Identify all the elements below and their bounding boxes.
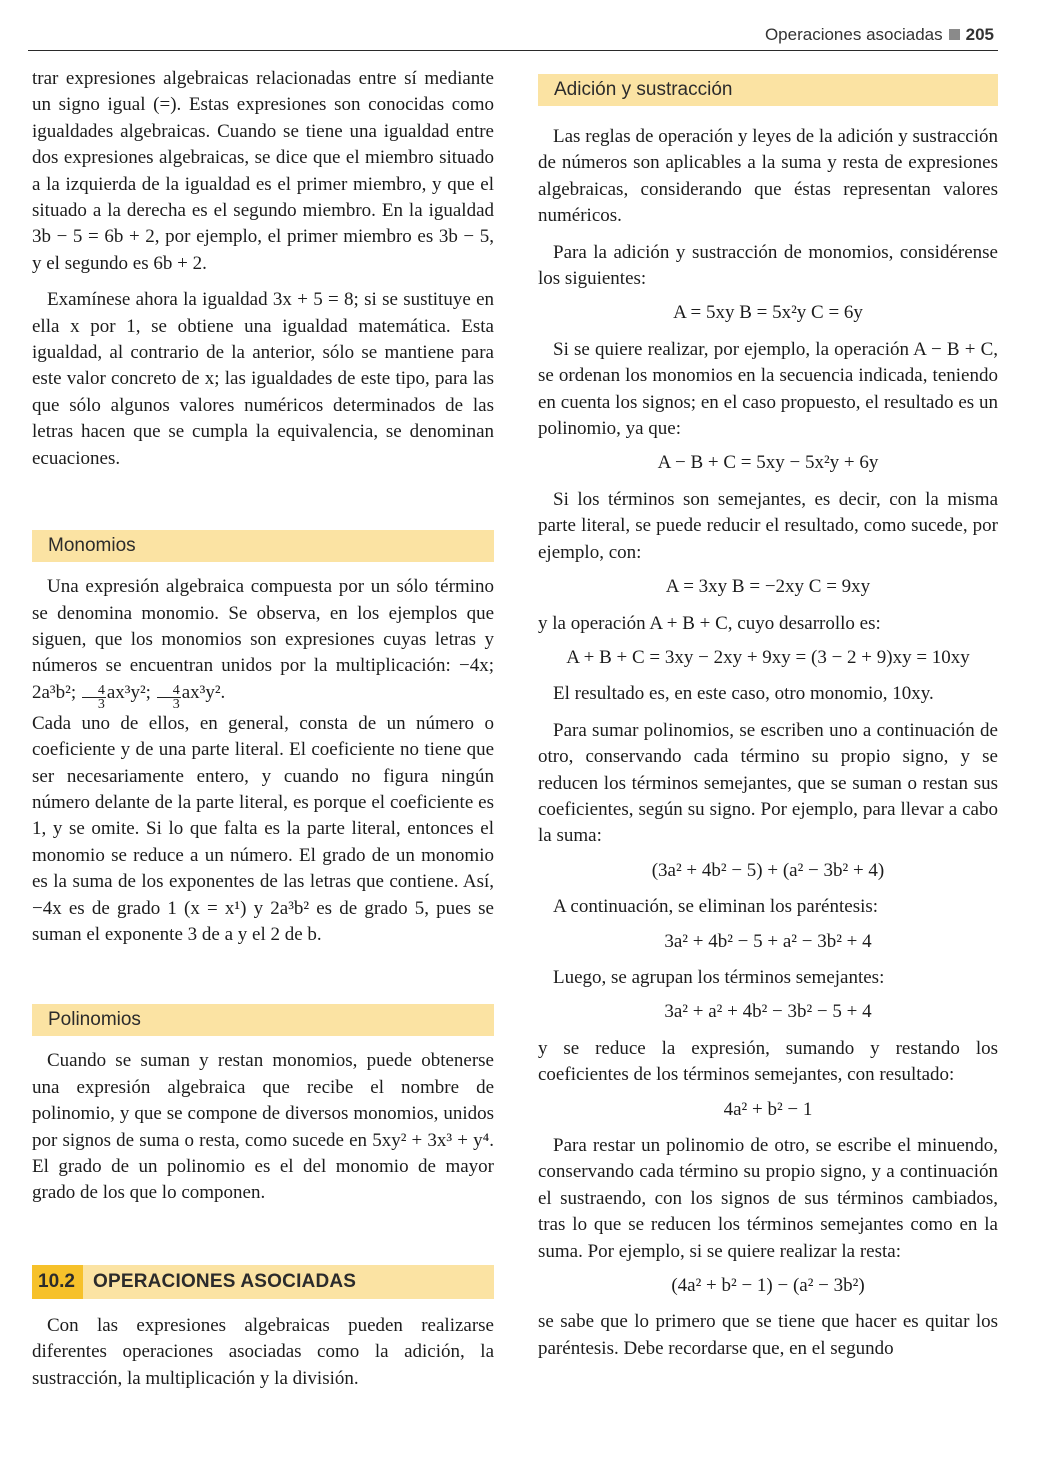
equation-7: 3a² + a² + 4b² − 3b² − 5 + 4 bbox=[664, 1001, 872, 1023]
adicion-paragraph-8: A continuación, se eliminan los paréntesis: bbox=[553, 896, 879, 918]
equation-6: 3a² + 4b² − 5 + a² − 3b² + 4 bbox=[664, 930, 872, 952]
adicion-paragraph-1: Las reglas de operación y leyes de la adición y sustracción de números son aplicables a la suma y resta de expresiones algebraicas, considerando que éstas representan valores numéricos. bbox=[538, 126, 998, 227]
adicion-paragraph-12: se sabe que lo primero que se tiene que hacer es quitar los paréntesis. Debe recordarse que, en el segundo bbox=[538, 1311, 998, 1359]
intro-paragraph: trar expresiones algebraicas relacionadas entre sí mediante un signo igual (=). Estas expresiones son conocidas como igualdades algebraicas. Cuando se tiene una igualdad entre dos expresiones algebraicas, se dice que el miembro situado a la izquierda de la igualdad es el primer miembro, y que el situado a la derecha es el segundo miembro. En la igualdad 3b − 5 = 6b + 2, por ejemplo, el primer miembro es 3b − 5, y el segundo es 6b + 2. bbox=[32, 68, 494, 274]
section-number: 10.2 bbox=[32, 1265, 83, 1299]
equation-5: (3a² + 4b² − 5) + (a² − 3b² + 4) bbox=[651, 859, 885, 881]
adicion-paragraph-5: y la operación A + B + C, cuyo desarrollo es: bbox=[538, 612, 881, 634]
monomio-example-3: ax³y². bbox=[181, 681, 226, 703]
adicion-paragraph-9: Luego, se agrupan los términos semejantes: bbox=[553, 966, 885, 988]
polinomios-paragraph: Cuando se suman y restan monomios, puede obtenerse una expresión algebraica que recibe el nombre de polinomio, y que se compone de diversos monomios, unidos por signos de suma o resta, como sucede en 5xy² + 3x³ + y⁴. El grado de un polinomio es el del monomio de mayor grado de los que lo componen. bbox=[32, 1050, 494, 1204]
equation-8: 4a² + b² − 1 bbox=[723, 1098, 813, 1120]
fraction-denominator: 3 bbox=[97, 696, 105, 712]
monomios-text: Una expresión algebraica compuesta por un sólo término se denomina monomio. Se observa, en los ejemplos que siguen, que los monomios son expresiones cuyas letras y números se encuentran unidos por la multiplicación: bbox=[32, 576, 494, 677]
polinomios-heading: Polinomios bbox=[32, 1004, 494, 1036]
adicion-heading: Adición y sustracción bbox=[538, 74, 998, 106]
fraction bbox=[82, 684, 106, 711]
section-paragraph: Con las expresiones algebraicas pueden realizarse diferentes operaciones asociadas como la adición, la sustracción, la multiplicación y la división. bbox=[32, 1314, 494, 1389]
fraction-numerator: 4 bbox=[157, 684, 181, 698]
monomio-example-2: ax³y²; bbox=[106, 681, 151, 703]
equation-3: A = 3xy B = −2xy C = 9xy bbox=[665, 576, 871, 598]
running-head bbox=[765, 25, 994, 45]
equation-9: (4a² + b² − 1) − (a² − 3b²) bbox=[671, 1275, 865, 1297]
adicion-paragraph-2: Para la adición y sustracción de monomios, considérense los siguientes: bbox=[538, 241, 998, 290]
equation-1: A = 5xy B = 5x²y C = 6y bbox=[673, 302, 863, 324]
running-title: Operaciones asociadas bbox=[764, 25, 943, 44]
section-heading bbox=[32, 1265, 494, 1299]
section-title: OPERACIONES ASOCIADAS bbox=[92, 1270, 357, 1292]
page-number: 205 bbox=[965, 25, 994, 44]
equation-4: A + B + C = 3xy − 2xy + 9xy = (3 − 2 + 9)xy = 10xy bbox=[566, 646, 970, 668]
adicion-paragraph-6: El resultado es, en este caso, otro monomio, 10xy. bbox=[553, 683, 934, 705]
page-header bbox=[28, 22, 998, 51]
fraction-numerator: 4 bbox=[82, 684, 106, 698]
adicion-paragraph-3: Si se quiere realizar, por ejemplo, la operación A − B + C, se ordenan los monomios en la secuencia indicada, teniendo en cuenta los signos; en el caso propuesto, el resultado es un polinomio, ya que: bbox=[538, 338, 998, 440]
monomio-example-1: −4x; 2a³b²; bbox=[32, 655, 495, 703]
square-bullet-icon bbox=[949, 29, 960, 40]
left-column bbox=[32, 66, 494, 1392]
fraction-denominator: 3 bbox=[172, 696, 180, 712]
adicion-paragraph-7: Para sumar polinomios, se escriben uno a continuación de otro, conservando cada término su propio signo, y se reducen los términos semejantes, que se suman o restan sus coeficientes, según su signo. Por ejemplo, para llevar a cabo la suma: bbox=[538, 719, 998, 847]
adicion-paragraph-11: Para restar un polinomio de otro, se escribe el minuendo, conservando cada término su propio signo, y a continuación el sustraendo, con los signos de sus términos cambiados, tras lo que se reducen los términos semejantes como en la suma. Por ejemplo, si se quiere realizar la resta: bbox=[538, 1135, 998, 1262]
monomios-heading: Monomios bbox=[32, 530, 494, 562]
ecuaciones-paragraph: Examínese ahora la igualdad 3x + 5 = 8; si se sustituye en ella x por 1, se obtiene una igualdad matemática. Esta igualdad, al contrario de la anterior, sólo se mantiene para este valor concreto de x; las igualdades de este tipo, para las que sólo algunos valores numéricos determinados de las letras hacen que se cumpla la equivalencia, se denominan ecuaciones. bbox=[32, 289, 494, 469]
monomios-paragraph-2: Cada uno de ellos, en general, consta de un número o coeficiente y de una parte literal. El coeficiente no tiene que ser necesariamente entero, y cuando no figura ningún número delante de la parte literal, es porque el coeficiente es 1, y se omite. Si lo que falta es la parte literal, entonces el monomio se reduce a un número. El grado de un monomio es la suma de los exponentes de las letras que contiene. Así, −4x es de grado 1 (x = x¹) y 2a³b² es de grado 5, pues se suman el exponente 3 de a y el 2 de b. bbox=[32, 712, 494, 945]
monomios-paragraph-1 bbox=[32, 574, 494, 711]
right-column bbox=[538, 66, 998, 1362]
adicion-paragraph-10: y se reduce la expresión, sumando y restando los coeficientes de los términos semejantes, con resultado: bbox=[538, 1037, 998, 1086]
fraction bbox=[157, 684, 181, 711]
adicion-paragraph-4: Si los términos son semejantes, es decir, con la misma parte literal, se puede reducir el resultado, como sucede, por ejemplo, con: bbox=[538, 488, 998, 563]
equation-2: A − B + C = 5xy − 5x²y + 6y bbox=[657, 452, 879, 474]
